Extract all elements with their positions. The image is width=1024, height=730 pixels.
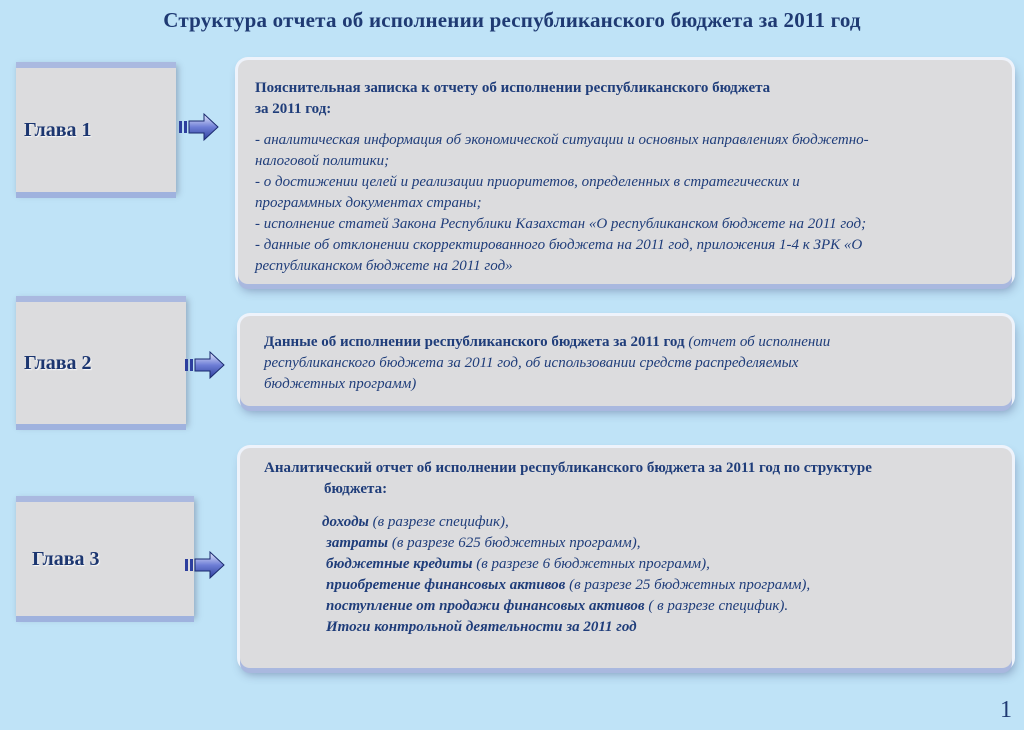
chapter-3-description-panel bbox=[240, 448, 1012, 668]
arrow-right-icon bbox=[184, 350, 226, 380]
chapter-1-label: Глава 1 bbox=[24, 118, 92, 141]
panel-2-line-2: республиканского бюджета за 2011 год, об использовании средств распределяемых bbox=[264, 355, 799, 371]
panel-1-heading-line-1: Пояснительная записка к отчету об исполнении республиканского бюджета bbox=[255, 80, 771, 96]
panel-2-italic-text: (отчет об исполнении bbox=[684, 334, 831, 350]
panel-3-item: Итоги контрольной деятельности за 2011 год bbox=[326, 619, 637, 635]
chapter-1-description-panel bbox=[238, 60, 1012, 284]
panel-3-item: доходы (в разрезе специфик), bbox=[322, 514, 509, 530]
panel-1-heading-line-2: за 2011 год: bbox=[255, 101, 332, 117]
panel-1-line: - аналитическая информация об экономической ситуации и основных направлениях бюджетно- bbox=[255, 132, 869, 148]
page-number: 1 bbox=[1000, 697, 1012, 723]
panel-3-item: приобретение финансовых активов (в разрезе 25 бюджетных программ), bbox=[326, 577, 811, 593]
arrow-right-icon bbox=[178, 112, 220, 142]
panel-3-heading-line-2: бюджета: bbox=[324, 481, 388, 497]
panel-3-item: затраты (в разрезе 625 бюджетных программ), bbox=[326, 535, 641, 551]
panel-1-line: - о достижении целей и реализации приоритетов, определенных в стратегических и bbox=[255, 174, 800, 190]
panel-2-line-3: бюджетных программ) bbox=[264, 376, 417, 392]
slide-title: Структура отчета об исполнении республиканского бюджета за 2011 год bbox=[163, 8, 861, 32]
panel-3-item: поступление от продажи финансовых активов ( в разрезе специфик). bbox=[326, 598, 789, 614]
panel-1-line: - исполнение статей Закона Республики Казахстан «О республиканском бюджете на 2011 год; bbox=[255, 216, 867, 232]
chapter-2-label: Глава 2 bbox=[24, 351, 92, 374]
chapter-2-description-panel bbox=[240, 316, 1012, 406]
chapter-3-label: Глава 3 bbox=[32, 547, 100, 570]
chapter-1-box bbox=[16, 62, 176, 192]
arrow-right-icon bbox=[184, 550, 226, 580]
panel-1-line: программных документах страны; bbox=[255, 195, 482, 211]
chapter-3-box bbox=[16, 496, 194, 616]
panel-1-line: налоговой политики; bbox=[255, 153, 390, 169]
panel-3-heading-line-1: Аналитический отчет об исполнении республиканского бюджета за 2011 год по структуре bbox=[264, 460, 872, 476]
panel-3-item: бюджетные кредиты (в разрезе 6 бюджетных программ), bbox=[326, 556, 710, 572]
panel-2-bold-text: Данные об исполнении республиканского бюджета за 2011 год bbox=[264, 334, 685, 350]
panel-1-line: - данные об отклонении скорректированного бюджета на 2011 год, приложения 1-4 к ЗРК «О bbox=[255, 237, 863, 253]
panel-1-line: республиканском бюджете на 2011 год» bbox=[255, 258, 513, 274]
chapter-2-box bbox=[16, 296, 186, 424]
